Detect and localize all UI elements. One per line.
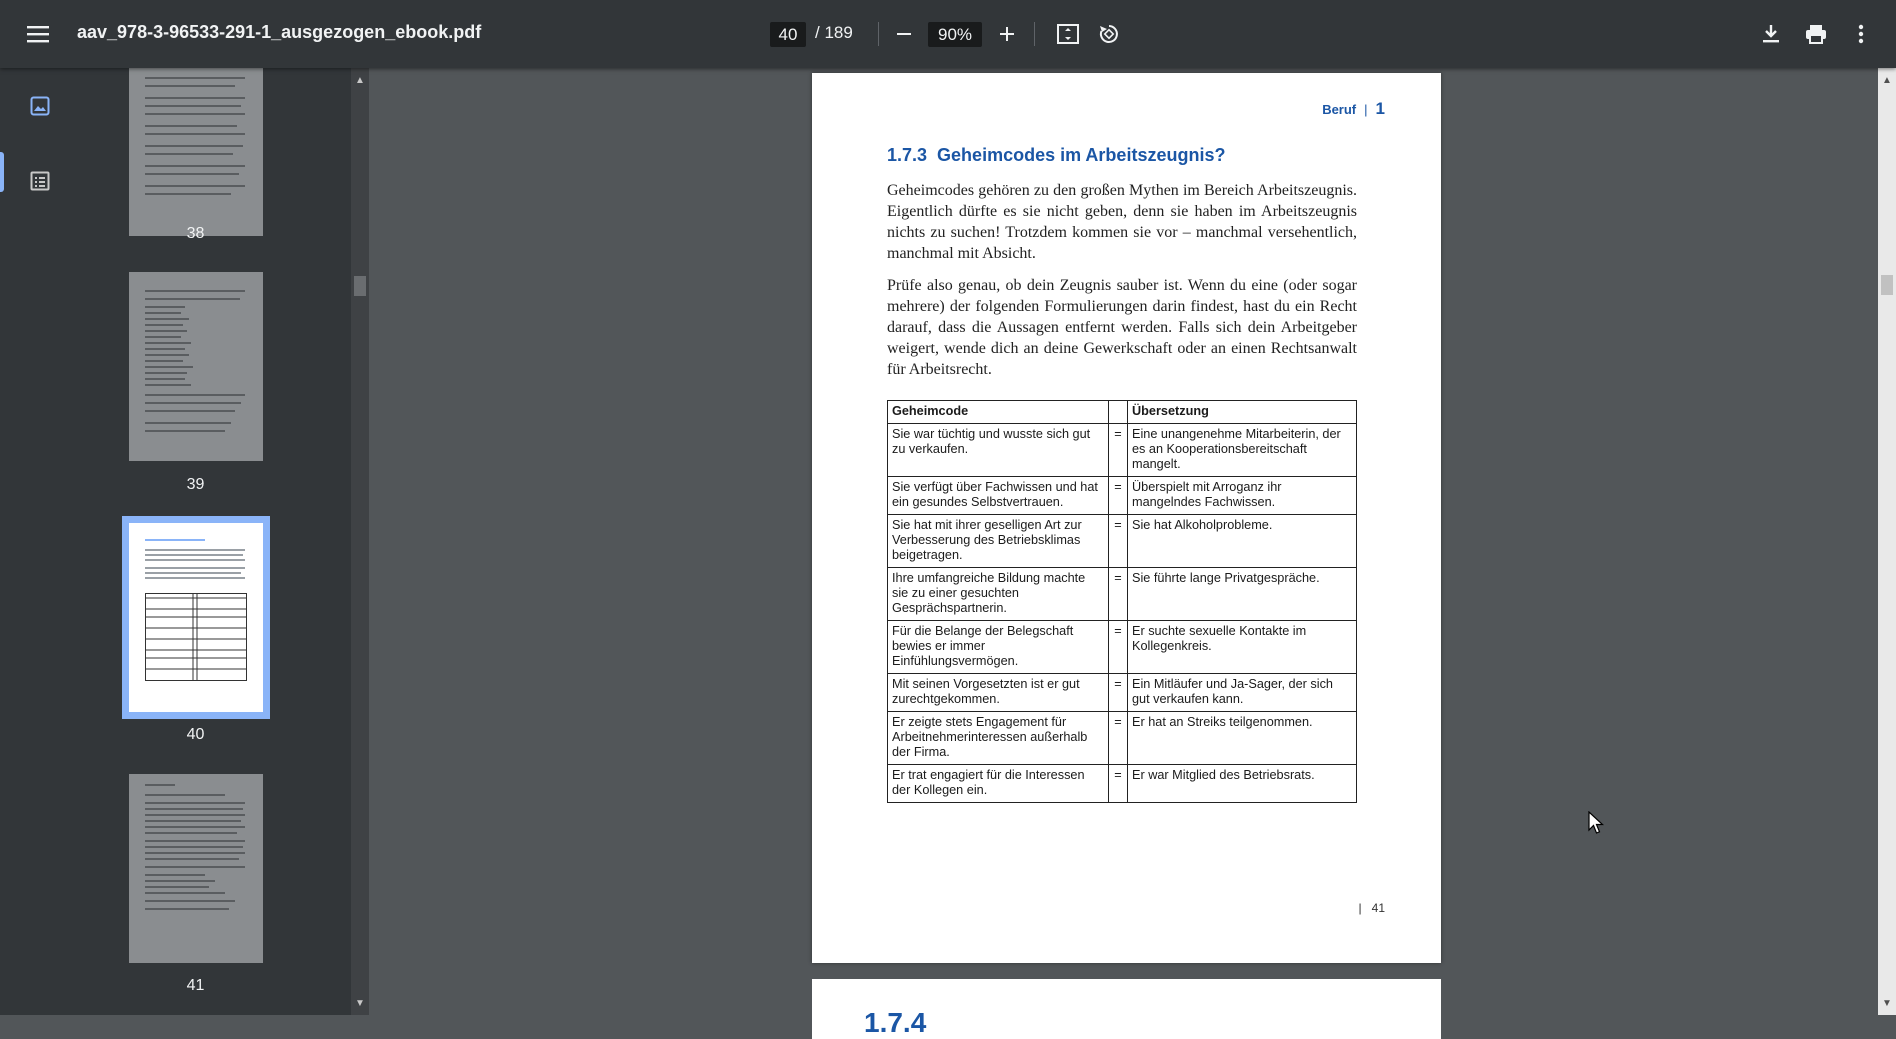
outline-button[interactable] — [20, 161, 60, 201]
rail-active-indicator — [0, 152, 4, 192]
minus-icon — [896, 26, 912, 42]
sidebar-scrollbar[interactable] — [351, 68, 369, 1015]
thumbnail-label: 41 — [186, 977, 205, 994]
table-cell: Er trat engagiert für die Interessen der Kollegen ein. — [888, 765, 1109, 803]
download-icon — [1762, 24, 1780, 44]
chapter-number: 1 — [1375, 99, 1385, 118]
sidebar-rail — [0, 68, 80, 1015]
paragraph: Geheimcodes gehören zu den großen Mythen im Bereich Arbeitszeugnis. Eigentlich dürfte es sie nicht geben, denn sie haben im Arbeitszeugnis nichts zu suchen! Trotzdem kommen sie vor – manchmal versehentlich, manchmal mit Absicht. — [887, 182, 1357, 262]
thumbnail-label: 39 — [186, 476, 205, 493]
download-button[interactable] — [1751, 14, 1791, 54]
document-scrollbar[interactable] — [1878, 68, 1896, 1015]
thumbnails-button[interactable] — [20, 86, 60, 126]
next-page-heading: 1.7.4 — [864, 1007, 927, 1038]
table-cell: = — [1109, 515, 1128, 568]
fit-page-button[interactable] — [1048, 14, 1088, 54]
zoom-in-button[interactable] — [987, 14, 1027, 54]
table-row — [888, 568, 1357, 621]
table-cell: = — [1109, 765, 1128, 803]
mouse-cursor-icon — [1588, 811, 1604, 835]
table-cell: = — [1109, 477, 1128, 515]
scroll-up-arrow[interactable]: ▲ — [355, 74, 365, 86]
toolbar-divider — [878, 22, 879, 46]
column-header: Übersetzung — [1128, 401, 1357, 424]
pdf-page — [812, 73, 1441, 963]
running-header — [1322, 99, 1385, 119]
running-head-separator: | — [1364, 102, 1368, 117]
table-cell: Er zeigte stets Engagement für Arbeitnehmerinteressen außerhalb der Firma. — [888, 712, 1109, 765]
thumbnail-page[interactable] — [129, 272, 263, 461]
section-title: Geheimcodes im Arbeitszeugnis? — [937, 145, 1226, 165]
footer-separator: | — [1358, 901, 1362, 915]
thumbnail-page[interactable] — [129, 774, 263, 963]
table-cell: Er suchte sexuelle Kontakte im Kollegenkreis. — [1128, 621, 1357, 674]
table-cell: = — [1109, 424, 1128, 477]
table-cell: = — [1109, 712, 1128, 765]
zoom-out-button[interactable] — [884, 14, 924, 54]
table-cell: Sie führte lange Privatgespräche. — [1128, 568, 1357, 621]
rotate-icon — [1098, 23, 1120, 45]
print-button[interactable] — [1796, 14, 1836, 54]
table-cell: = — [1109, 674, 1128, 712]
document-title: aav_978-3-96533-291-1_ausgezogen_ebook.pdf — [77, 22, 482, 42]
section-number: 1.7.3 — [887, 145, 928, 165]
toolbar-divider — [1034, 22, 1035, 46]
more-vert-icon — [1858, 24, 1864, 44]
running-head-section: Beruf — [1322, 102, 1357, 117]
table-cell: Sie hat Alkoholprobleme. — [1128, 515, 1357, 568]
thumbnail-list — [80, 68, 351, 1015]
table-cell: Eine unangenehme Mitarbeiterin, der es an Kooperationsbereitschaft mangelt. — [1128, 424, 1357, 477]
more-options-button[interactable] — [1841, 14, 1881, 54]
table-row — [888, 674, 1357, 712]
scrollbar-thumb[interactable] — [354, 276, 366, 296]
table-cell: Sie verfügt über Fachwissen und hat ein gesundes Selbstvertrauen. — [888, 477, 1109, 515]
page-number-input[interactable]: 40 — [770, 22, 806, 47]
scrollbar-thumb[interactable] — [1881, 275, 1893, 295]
thumbnail-page[interactable] — [129, 68, 263, 236]
pdf-page-next — [812, 979, 1441, 1039]
pdf-toolbar — [0, 0, 1896, 68]
table-cell: Mit seinen Vorgesetzten ist er gut zurechtgekommen. — [888, 674, 1109, 712]
scroll-up-arrow[interactable]: ▲ — [1882, 74, 1892, 86]
table-cell: = — [1109, 621, 1128, 674]
column-header: Geheimcode — [888, 401, 1109, 424]
thumbnail-page-active[interactable] — [129, 523, 263, 712]
paragraph: Prüfe also genau, ob dein Zeugnis sauber ist. Wenn du eine (oder sogar mehrere) der folgenden Formulierungen darin findest, hast du ein Recht darauf, dass die Aussagen entfernt werden. Falls sich dein Arbeitgeber weigert, wende dich an deine Gewerkschaft oder an einen Rechtsanwalt für Arbeitsrecht. — [887, 277, 1357, 378]
table-cell: Ihre umfangreiche Bildung machte sie zu einer gesuchten Gesprächspartnerin. — [888, 568, 1109, 621]
table-header-row — [888, 401, 1357, 424]
outline-icon — [30, 171, 50, 191]
table-cell: Sie war tüchtig und wusste sich gut zu verkaufen. — [888, 424, 1109, 477]
section-heading — [887, 145, 1225, 166]
table-cell: Sie hat mit ihrer geselligen Art zur Verbesserung des Betriebsklimas beigetragen. — [888, 515, 1109, 568]
table-cell: Er war Mitglied des Betriebsrats. — [1128, 765, 1357, 803]
plus-icon — [999, 26, 1015, 42]
geheimcode-table — [887, 400, 1357, 803]
table-row — [888, 765, 1357, 803]
print-icon — [1805, 24, 1827, 44]
table-row — [888, 621, 1357, 674]
page-footer — [1359, 901, 1385, 915]
fit-page-icon — [1057, 24, 1079, 44]
table-cell: Ein Mitläufer und Ja-Sager, der sich gut verkaufen kann. — [1128, 674, 1357, 712]
table-cell: = — [1109, 568, 1128, 621]
column-header — [1109, 401, 1128, 424]
page-total: / 189 — [815, 23, 853, 42]
table-cell: Er hat an Streiks teilgenommen. — [1128, 712, 1357, 765]
page-number: 41 — [1371, 901, 1385, 915]
table-row — [888, 477, 1357, 515]
table-cell: Für die Belange der Belegschaft bewies er immer Einfühlungsvermögen. — [888, 621, 1109, 674]
table-row — [888, 712, 1357, 765]
scroll-down-arrow[interactable]: ▼ — [1882, 997, 1892, 1009]
table-row — [888, 515, 1357, 568]
scroll-down-arrow[interactable]: ▼ — [355, 997, 365, 1009]
thumbnail-label: 38 — [186, 225, 205, 242]
menu-icon[interactable] — [18, 14, 58, 54]
rotate-button[interactable] — [1089, 14, 1129, 54]
table-row — [888, 424, 1357, 477]
zoom-input[interactable]: 90% — [928, 22, 982, 47]
thumbnail-label: 40 — [186, 726, 205, 743]
thumbnails-icon — [30, 96, 50, 116]
table-cell: Überspielt mit Arroganz ihr mangelndes Fachwissen. — [1128, 477, 1357, 515]
